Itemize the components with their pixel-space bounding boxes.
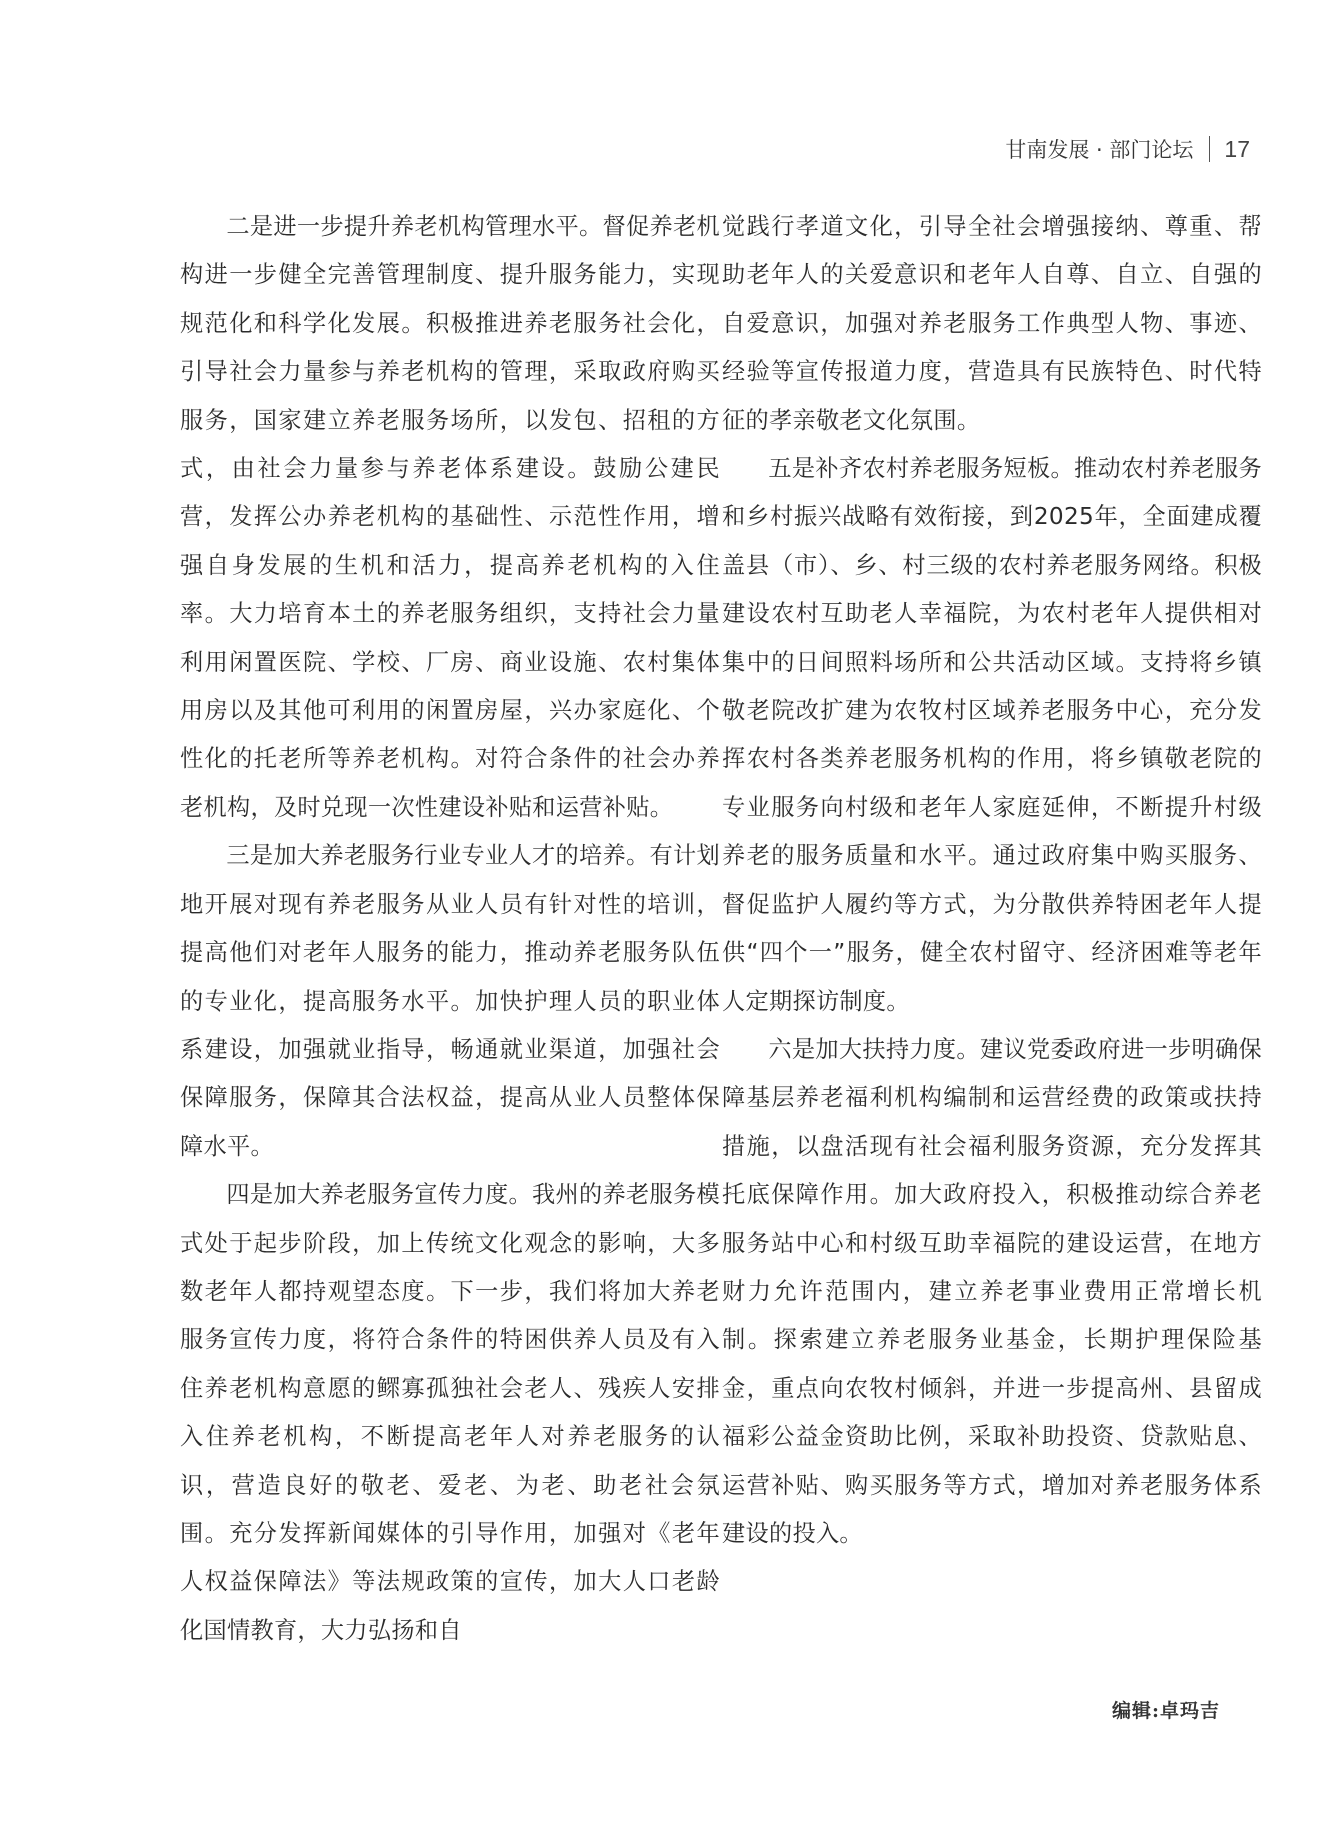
running-header bbox=[1005, 133, 1250, 165]
paragraph-four: 四是加大养老服务宣传力度。我州的养老服务模式处于起步阶段，加上传统文化观念的影响，大多数老年人都持观望态度。下一步，我们将加大养老服务宣传力度，将符合条件的特困供养人员及有入住养老机构意愿的鳏寡孤独社会老人、残疾人安排入住养老机构，不断提高老年人对养老服务的认识，营造良好的敬老、爱老、为老、助老社会氛围。充分发挥新闻媒体的引导作用，加强对《老年人权益保障法》等法规政策的宣传，加大人口老龄化国情教育，大力弘扬和自 bbox=[180, 1181, 720, 1644]
header-divider bbox=[1209, 136, 1210, 162]
paragraph-five: 五是补齐农村养老服务短板。推动农村养老服务和乡村振兴战略有效衔接，到2025年，全面建成覆盖县（市）、乡、村三级的农村养老服务网络。积极建设农村互助老人幸福院，为农村老年人提供相对集中的日间照料场所和公共活动区域。支持将乡镇敬老院改扩建为农牧村区域养老服务中心，充分发挥农村各类养老服务机构的作用，将乡镇敬老院的专业服务向村级和老年人家庭延伸，不断提升村级养老的服务质量和水平。通过政府集中购买服务、督促监护人履约等方式，为分散供养特困老年人提供“四个一”服务，健全农村留守、经济困难等老年人定期探访制度。 bbox=[722, 455, 1262, 1015]
paragraph-three: 三是加大养老服务行业专业人才的培养。有计划地开展对现有养老服务从业人员有针对性的培训，提高他们对老年人服务的能力，推动养老服务队伍的专业化，提高服务水平。加快护理人员的职业体系建设，加强就业指导，畅通就业渠道，加强社会保障服务，保障其合法权益，提高从业人员整体保障水平。 bbox=[180, 842, 720, 1160]
section-title: 甘南发展 · 部门论坛 bbox=[1005, 138, 1194, 162]
paragraph-two: 二是进一步提升养老机构管理水平。督促养老机构进一步健全完善管理制度、提升服务能力，实现规范化和科学化发展。积极推进养老服务社会化，引导社会力量参与养老机构的管理，采取政府购买服务，国家建立养老服务场所，以发包、招租的方式，由社会力量参与养老体系建设。鼓励公建民营，发挥公办养老机构的基础性、示范性作用，增强自身发展的生机和活力，提高养老机构的入住率。大力培育本土的养老服务组织，支持社会力量利用闲置医院、学校、厂房、商业设施、农村集体用房以及其他可利用的闲置房屋，兴办家庭化、个性化的托老所等养老机构。对符合条件的社会办养老机构，及时兑现一次性建设补贴和运营补贴。 bbox=[180, 213, 720, 821]
left-column bbox=[180, 203, 720, 1655]
paragraph-four-continuation: 觉践行孝道文化，引导全社会增强接纳、尊重、帮助老年人的关爱意识和老年人自尊、自立、自强的自爱意识，加强对养老服务工作典型人物、事迹、经验等宣传报道力度，营造具有民族特色、时代特征的孝亲敬老文化氛围。 bbox=[722, 213, 1262, 434]
page-number: 17 bbox=[1224, 135, 1250, 162]
editor-credit: 编辑:卓玛吉 bbox=[1111, 1700, 1220, 1722]
paragraph-six: 六是加大扶持力度。建议党委政府进一步明确保障基层养老福利机构编制和运营经费的政策或扶持措施，以盘活现有社会福利服务资源，充分发挥其托底保障作用。加大政府投入，积极推动综合养老服务站中心和村级互助幸福院的建设运营，在地方财力允许范围内，建立养老事业费用正常增长机制。探索建立养老服务业基金，长期护理保险基金，重点向农牧村倾斜，并进一步提高州、县留成福彩公益金资助比例，采取补助投资、贷款贴息、运营补贴、购买服务等方式，增加对养老服务体系建设的投入。 bbox=[722, 1035, 1262, 1547]
right-column bbox=[722, 203, 1262, 1558]
